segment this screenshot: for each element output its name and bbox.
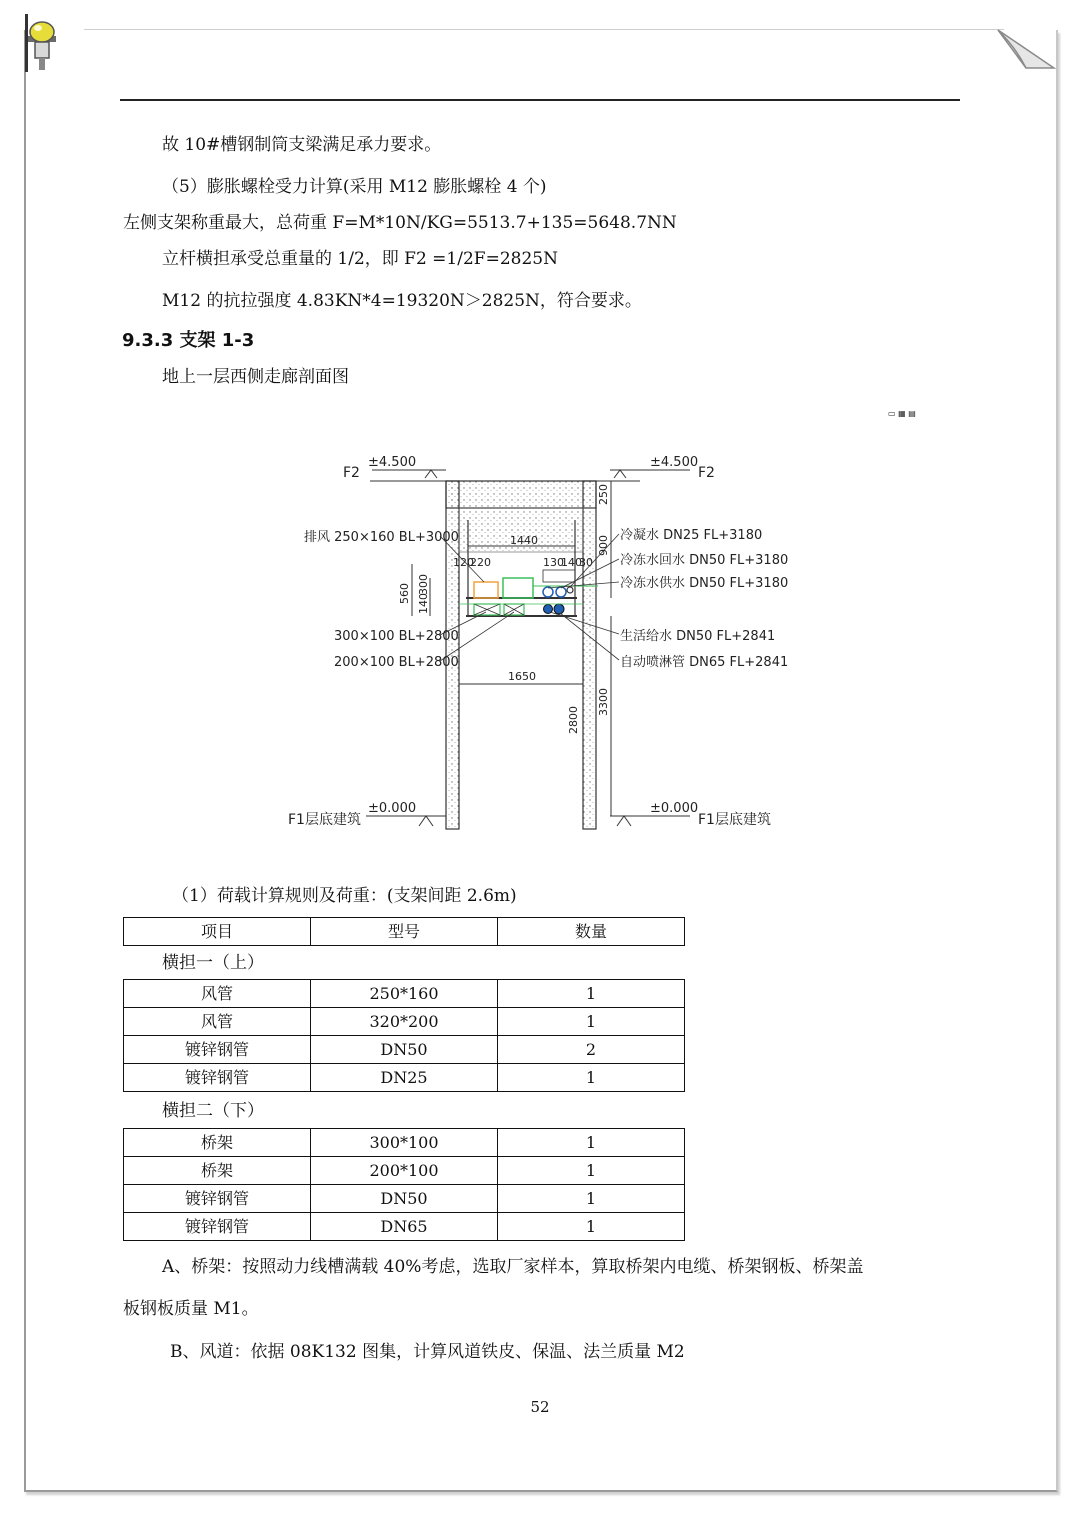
table-cell: 镀锌钢管	[124, 1064, 311, 1092]
table-cell: DN25	[311, 1064, 498, 1092]
label-sprinkler: 自动喷淋管 DN65 FL+2841	[620, 655, 789, 670]
dim-900: 900	[597, 535, 610, 556]
dim-560: 560	[398, 583, 411, 604]
table-row	[124, 980, 685, 1008]
air-duct	[503, 578, 533, 598]
chw-supply-pipe	[556, 587, 566, 597]
table-cell: DN65	[311, 1213, 498, 1241]
dim-140: 140	[561, 556, 582, 569]
table-cell: 1	[498, 1213, 685, 1241]
page-number: 52	[530, 1398, 550, 1416]
table-cell: 1	[498, 1064, 685, 1092]
section-heading: 9.3.3 支架 1-3	[122, 330, 255, 351]
note-a-line2: 板钢板质量 M1。	[123, 1299, 259, 1319]
label-tray1: 300×100 BL+2800	[334, 629, 459, 644]
table-cell: 1	[498, 1157, 685, 1185]
note-b: B、风道：依据 08K132 图集，计算风道铁皮、保温、法兰质量 M2	[170, 1342, 685, 1362]
table-row	[124, 918, 685, 946]
table-cell: 300*100	[311, 1129, 498, 1157]
corner-mark: ▭ ▦ ▤	[888, 409, 916, 418]
dim-3300: 3300	[597, 688, 610, 716]
text-line: 左侧支架称重最大，总荷重 F=M*10N/KG=5513.7+135=5648.7NN	[123, 213, 677, 233]
exhaust-duct	[474, 582, 498, 598]
level-top-left-name: F2	[343, 465, 360, 481]
load-table-lower	[123, 1128, 685, 1241]
level-bottom-right-value: ±0.000	[650, 801, 699, 816]
right-wall	[583, 481, 596, 829]
dim-220: 220	[470, 556, 491, 569]
figure-caption: 地上一层西侧走廊剖面图	[162, 367, 349, 387]
header-cell: 项目	[124, 918, 311, 946]
table-row	[124, 1213, 685, 1241]
top-slab	[446, 481, 596, 508]
dim-250: 250	[597, 484, 610, 505]
load-intro: （1）荷载计算规则及荷重：(支架间距 2.6m)	[172, 886, 517, 906]
table-cell: 桥架	[124, 1129, 311, 1157]
table-row	[124, 1008, 685, 1036]
level-bottom-right-name: F1层底建筑	[698, 812, 771, 828]
header-cell: 型号	[311, 918, 498, 946]
dim-130: 130	[543, 556, 564, 569]
table-cell: 1	[498, 1008, 685, 1036]
level-top-right-value: ±4.500	[650, 455, 699, 470]
table-cell: 2	[498, 1036, 685, 1064]
dim-140: 140	[417, 593, 430, 614]
table-cell: 镀锌钢管	[124, 1185, 311, 1213]
sprinkler-pipe	[554, 604, 564, 614]
table-cell: 镀锌钢管	[124, 1036, 311, 1064]
table-row	[124, 1185, 685, 1213]
table-cell: 320*200	[311, 1008, 498, 1036]
label-chw-supply: 冷冻水供水 DN50 FL+3180	[620, 576, 789, 591]
label-domestic: 生活给水 DN50 FL+2841	[620, 629, 776, 644]
text-line: 立杆横担承受总重量的 1/2，即 F2 =1/2F=2825N	[162, 249, 558, 269]
note-a-line1: A、桥架：按照动力线槽满载 40%考虑，选取厂家样本，算取桥架内电缆、桥架钢板、桥架盖	[162, 1257, 864, 1277]
label-exhaust: 排风 250×160 BL+3000	[304, 530, 459, 545]
label-chw-return: 冷冻水回水 DN50 FL+3180	[620, 553, 789, 568]
table-cell: 250*160	[311, 980, 498, 1008]
level-bottom-left-name: F1层底建筑	[288, 812, 361, 828]
condensate-pipe	[567, 587, 573, 593]
table-row	[124, 1157, 685, 1185]
table-cell: 200*100	[311, 1157, 498, 1185]
table-cell: 桥架	[124, 1157, 311, 1185]
label-condensate: 冷凝水 DN25 FL+3180	[620, 528, 763, 543]
header-cell: 数量	[498, 918, 685, 946]
dim-2800: 2800	[567, 706, 580, 734]
label-tray2: 200×100 BL+2800	[334, 655, 459, 670]
table-row	[124, 1036, 685, 1064]
table-cell: 风管	[124, 980, 311, 1008]
group-label-upper: 横担一（上）	[162, 953, 264, 973]
table-cell: 1	[498, 1129, 685, 1157]
dim-120: 120	[453, 556, 474, 569]
group-label-lower: 横担二（下）	[162, 1101, 264, 1121]
table-cell: 镀锌钢管	[124, 1213, 311, 1241]
table-cell: DN50	[311, 1036, 498, 1064]
chw-return-pipe	[543, 587, 553, 597]
text-line: M12 的抗拉强度 4.83KN*4=19320N＞2825N，符合要求。	[162, 291, 642, 311]
dim-1440: 1440	[510, 534, 538, 547]
dim-1650: 1650	[508, 670, 536, 683]
level-top-right-name: F2	[698, 465, 715, 481]
table-row	[124, 1129, 685, 1157]
table-cell: 1	[498, 1185, 685, 1213]
text-line: 故 10#槽钢制筒支梁满足承力要求。	[162, 135, 442, 155]
load-table-header	[123, 917, 685, 946]
table-cell: 风管	[124, 1008, 311, 1036]
dim-30: 30	[579, 556, 593, 569]
level-top-left-value: ±4.500	[368, 455, 417, 470]
table-cell: DN50	[311, 1185, 498, 1213]
load-table-upper	[123, 979, 685, 1092]
table-cell: 1	[498, 980, 685, 1008]
table-row	[124, 1064, 685, 1092]
text-line: （5）膨胀螺栓受力计算(采用 M12 膨胀螺栓 4 个)	[162, 177, 547, 197]
level-bottom-left-value: ±0.000	[368, 801, 417, 816]
dim-300: 300	[417, 574, 430, 595]
